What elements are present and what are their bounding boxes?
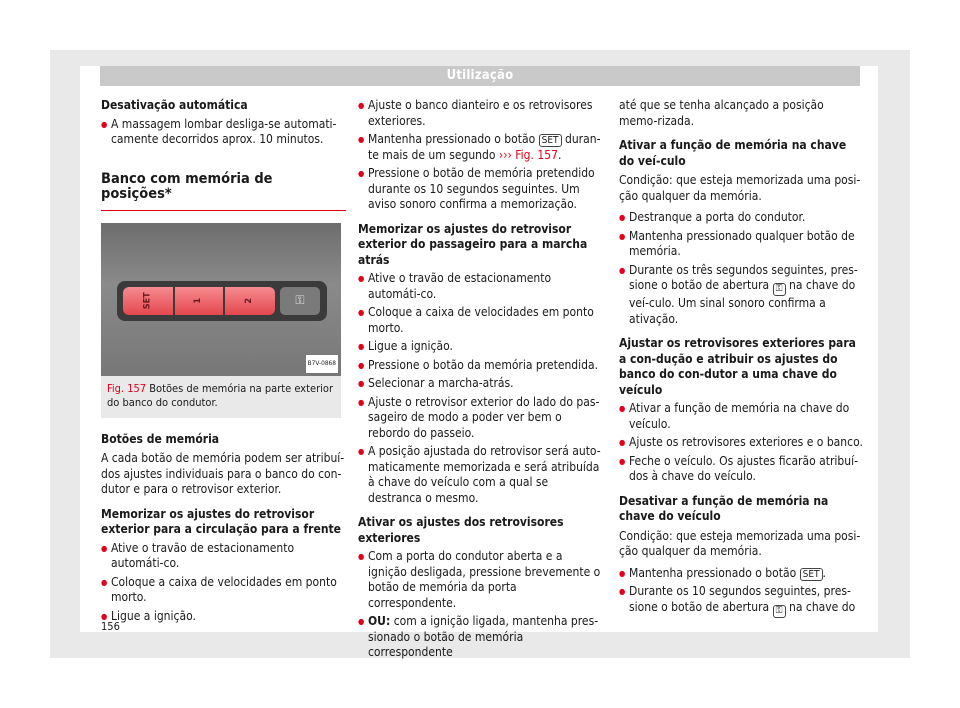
heading-adjust-assign: Ajustar os retrovisores exteriores para a con-dução e atribuir os ajustes do banco do con-dutor a uma chave do veículo [619,336,856,397]
unlock-key-icon: ⚿ [773,283,786,296]
bullet-press-unlock: ● Durante os três segundos seguintes, pres-sione o botão de abertura ⚿ na chave do veí-culo. Um sinal sonoro confirma a ativação. [619,263,864,328]
set-key-label: SET [539,134,562,147]
bullet-activate-key-memory: ● Ativar a função de memória na chave do veículo. [619,401,864,432]
bullet-hold-set: ● Mantenha pressionado o botão SET duran-te mais de um segundo ››› Fig. 157. [358,132,603,163]
memory-button-2: 2 [225,287,275,315]
figure-caption [101,376,341,418]
caption-fig-ref: Fig. 157 [107,381,147,395]
bullet-press-memory-2: ● Pressione o botão da memória pretendida. [358,358,603,374]
set-key-label-2: SET [800,568,823,581]
bullet-door-open: ● Com a porta do condutor aberta e a ignição desligada, pressione brevemente o botão de memória da porta correspondente. [358,549,603,611]
page-number: 156 [101,620,120,633]
bullet-unlock-door: ● Destranque a porta do condutor. [619,210,864,226]
bullet-massage: ● A massagem lombar desliga-se automati-camente decorridos aprox. 10 minutos. [101,117,346,148]
bullet-press-unlock-2: ● Durante os 10 segundos seguintes, pres-sione o botão de abertura ⚿ na chave do [619,584,864,618]
bullet-adjust-seat: ● Ajuste o banco dianteiro e os retrovisores exteriores. [358,98,603,129]
heading-recall-mirrors: Ativar os ajustes dos retrovisores exteriores [358,515,564,545]
set-button: SET [123,287,173,315]
bullet-reverse-gear: ● Selecionar a marcha-atrás. [358,376,603,392]
figure-157 [101,223,341,418]
bullet-adjust-mirror: ● Ajuste o retrovisor exterior do lado do pas-sageiro de modo a poder ver bem o rebordo do passeio. [358,395,603,442]
page-header [100,66,860,86]
bullet-press-memory: ● Pressione o botão de memória pretendido durante os 10 segundos seguintes. Um aviso sonoro confirma a memorização. [358,166,603,213]
paragraph-condition-2: Condição: que esteja memorizada uma posi-ção qualquer da memória. [619,528,861,558]
column-2 [358,98,603,661]
bullet-neutral-2: ● Coloque a caixa de velocidades em ponto morto. [358,305,603,336]
bullet-parking-brake-2: ● Ative o travão de estacionamento automáti-co. [358,271,603,302]
bullet-auto-store: ● A posição ajustada do retrovisor será auto-maticamente memorizada e será atribuída à chave do veículo com a qual se destranca o mesmo. [358,444,603,506]
paragraph-continued: até que se tenha alcançado a posição memo-rizada. [619,98,824,128]
bullet-neutral: ● Coloque a caixa de velocidades em ponto morto. [101,575,346,606]
column-3 [619,98,864,618]
heading-key-memory: Ativar a função de memória na chave do veí-culo [619,138,847,168]
heading-store-forward: Memorizar os ajustes do retrovisor exterior para a circulação para a frente [101,506,341,536]
memory-buttons-photo [101,223,341,376]
heading-deactivate: Desativar a função de memória na chave do veículo [619,493,829,523]
key-icon: ⚿ [280,287,320,315]
fig-link: ››› Fig. 157 [498,147,558,162]
bullet-ignition: ● Ligue a ignição. [101,609,346,625]
photo-code: B7V-0868 [306,355,338,373]
bullet-lock-vehicle: ● Feche o veículo. Os ajustes ficarão atribuí-dos à chave do veículo. [619,454,864,485]
bullet-adjust-all: ● Ajuste os retrovisores exteriores e o banco. [619,435,864,451]
paragraph-condition-1: Condição: que esteja memorizada uma posi-ção qualquer da memória. [619,173,861,203]
header-title: Utilização [446,68,514,83]
bullet-ignition-2: ● Ligue a ignição. [358,339,603,355]
bullet-hold-set-2: ● Mantenha pressionado o botão SET . [619,566,864,582]
heading-auto-deactivation: Desativação automática [101,98,248,112]
bullet-parking-brake: ● Ative o travão de estacionamento automáti-co. [101,541,346,572]
bullet-hold-memory: ● Mantenha pressionado qualquer botão de memória. [619,229,864,260]
memory-button-1: 1 [175,287,223,315]
unlock-key-icon-2: ⚿ [773,605,786,618]
section-title: Banco com memória de posições* [101,172,346,211]
paragraph-memory-buttons: A cada botão de memória podem ser atribuí-dos ajustes individuais para o banco do con-dutor e para o retrovisor exterior. [101,451,345,496]
caption-text: Botões de memória na parte exterior do banco do condutor. [107,381,334,409]
bullet-or: ● OU: com a ignição ligada, mantenha pres-sionado o botão de memória correspondente [358,614,603,661]
heading-memory-buttons: Botões de memória [101,431,220,446]
column-1 [101,98,346,624]
heading-store-reverse: Memorizar os ajustes do retrovisor exterior do passageiro para a marcha atrás [358,221,588,267]
